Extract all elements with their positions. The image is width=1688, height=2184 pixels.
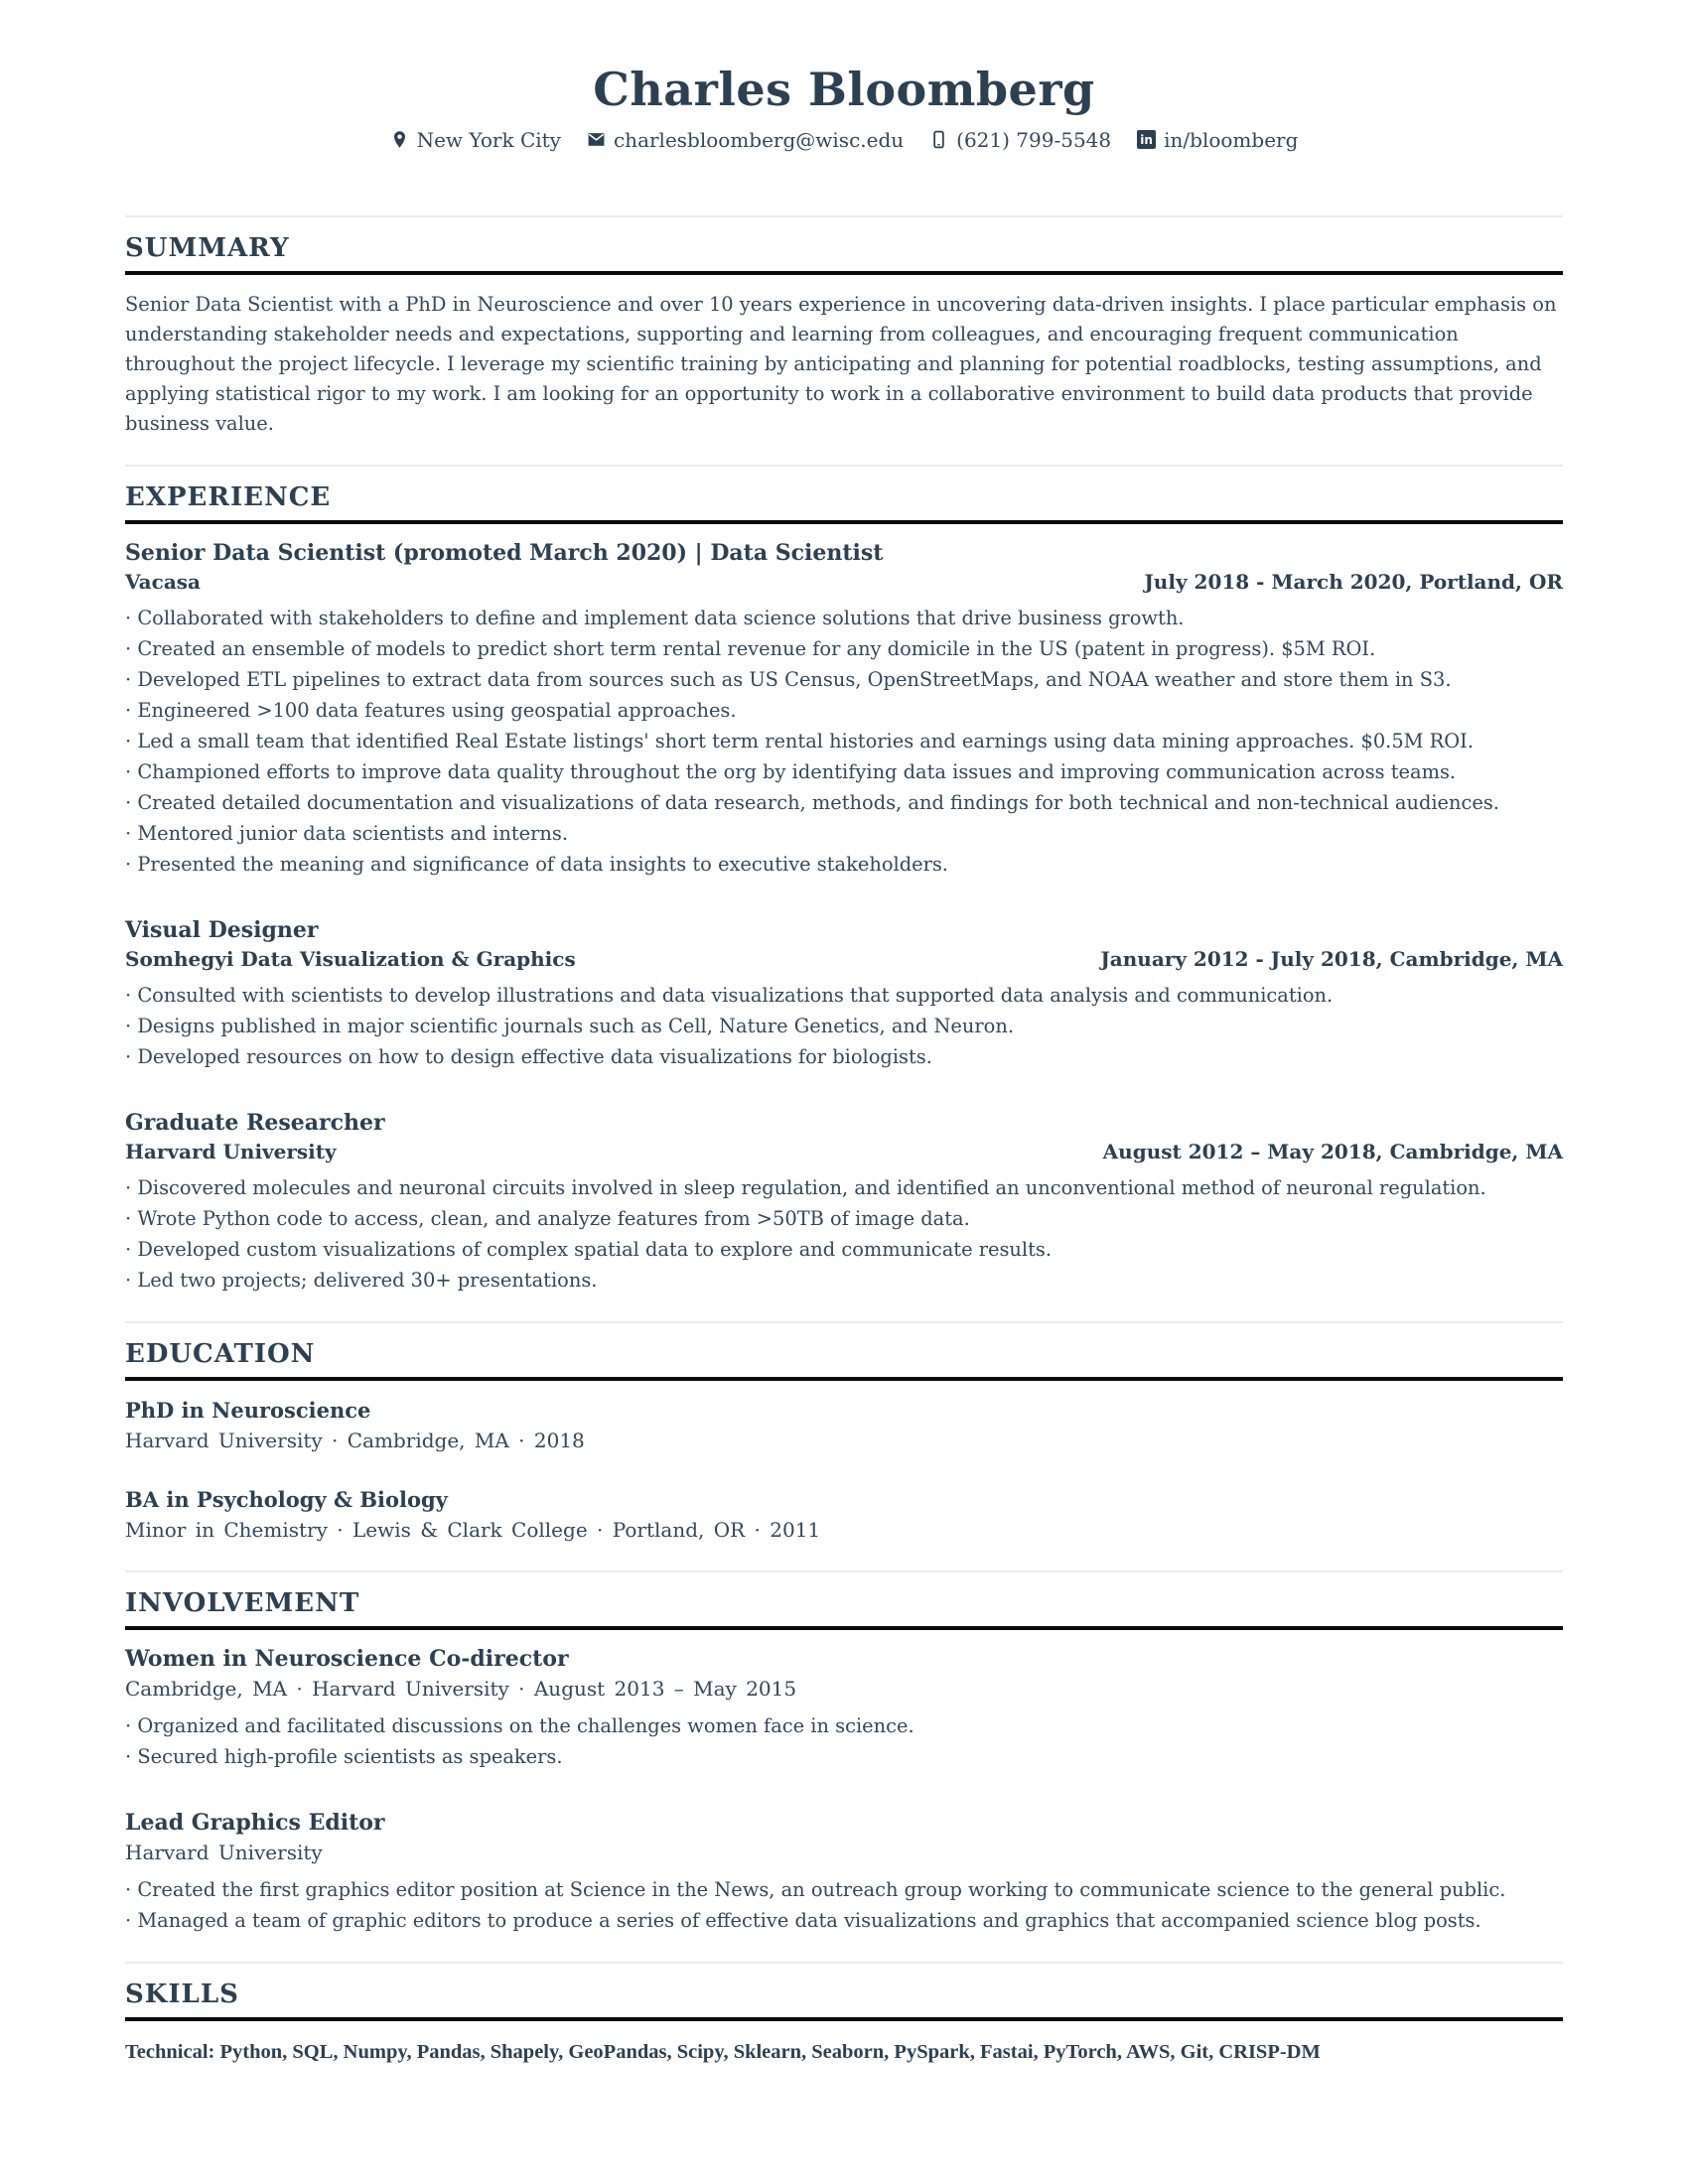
involvement-entry-1	[125, 1644, 1563, 1772]
involvement-role: Women in Neuroscience Co-director	[125, 1645, 569, 1672]
bullet-item: · Led two projects; delivered 30+ presentations.	[125, 1266, 1563, 1296]
involvement-bullets	[125, 1711, 1563, 1772]
involvement-role: Lead Graphics Editor	[125, 1809, 385, 1836]
bullet-item: · Consulted with scientists to develop illustrations and data visualizations that supported data analysis and communication.	[125, 981, 1563, 1011]
contact-email	[587, 128, 904, 152]
contact-phone	[929, 128, 1111, 152]
skills-heading: SKILLS	[125, 1979, 1563, 2021]
section-involvement	[125, 1588, 1563, 1936]
job-company: Vacasa	[125, 569, 201, 594]
degree-title: BA in Psychology & Biology	[125, 1486, 448, 1512]
location-pin-icon	[390, 130, 409, 149]
job-title: Senior Data Scientist (promoted March 2020) | Data Scientist	[125, 539, 884, 566]
job-title: Graduate Researcher	[125, 1109, 385, 1136]
contact-email-text: charlesbloomberg@wisc.edu	[613, 127, 905, 152]
section-education	[125, 1339, 1563, 1545]
education-entry-1	[125, 1396, 1563, 1455]
section-experience	[125, 482, 1563, 1296]
divider-above-involvement	[125, 1570, 1563, 1572]
bullet-item: · Created an ensemble of models to predict short term rental revenue for any domicile in the US (patent in progress). $5M ROI.	[125, 634, 1563, 664]
contact-location	[390, 128, 561, 152]
education-heading: EDUCATION	[125, 1339, 1563, 1381]
envelope-icon	[587, 130, 606, 149]
summary-heading: SUMMARY	[125, 233, 1563, 275]
bullet-item: · Created detailed documentation and visualizations of data research, methods, and findings for both technical and non-technical audiences.	[125, 788, 1563, 818]
job-meta	[125, 568, 1563, 596]
contact-linkedin-text: in/bloomberg	[1164, 127, 1299, 152]
bullet-item: · Presented the meaning and significance of data insights to executive stakeholders.	[125, 850, 1563, 880]
bullet-item: · Developed resources on how to design effective data visualizations for biologists.	[125, 1042, 1563, 1072]
experience-heading: EXPERIENCE	[125, 482, 1563, 524]
job-meta	[125, 1138, 1563, 1165]
degree-details: Harvard University · Cambridge, MA · 2018	[125, 1428, 585, 1452]
involvement-heading: INVOLVEMENT	[125, 1588, 1563, 1630]
section-skills	[125, 1979, 1563, 2067]
skills-items: Python, SQL, Numpy, Pandas, Shapely, GeoPandas, Scipy, Sklearn, Seaborn, PySpark, Fastai, PyTorch, AWS, Git, CRISP-DM	[219, 2040, 1321, 2063]
degree-title: PhD in Neuroscience	[125, 1397, 371, 1423]
job-dates: August 2012 – May 2018, Cambridge, MA	[1102, 1139, 1563, 1163]
involvement-details: Cambridge, MA · Harvard University · August 2013 – May 2015	[125, 1676, 797, 1701]
job-meta	[125, 945, 1563, 973]
skills-line	[125, 2037, 1563, 2067]
section-summary	[125, 233, 1563, 439]
job-dates: January 2012 - July 2018, Cambridge, MA	[1100, 946, 1563, 971]
divider-above-summary	[125, 215, 1563, 217]
bullet-item: · Championed efforts to improve data quality throughout the org by identifying data issues and improving communication across teams.	[125, 757, 1563, 787]
summary-text: Senior Data Scientist with a PhD in Neuroscience and over 10 years experience in uncovering data-driven insights. I place particular emphasis on understanding stakeholder needs and expectations, supporting and learning from colleagues, and encouraging frequent communication throughout the project lifecycle. I leverage my scientific training by anticipating and planning for potential roadblocks, testing assumptions, and applying statistical rigor to my work. I am looking for an opportunity to work in a collaborative environment to build data products that provide business value.	[125, 292, 1557, 435]
bullet-item: · Engineered >100 data features using geospatial approaches.	[125, 696, 1563, 726]
bullet-item: · Wrote Python code to access, clean, and analyze features from >50TB of image data.	[125, 1204, 1563, 1234]
divider-above-experience	[125, 465, 1563, 467]
job-dates: July 2018 - March 2020, Portland, OR	[1144, 569, 1563, 594]
bullet-item: · Managed a team of graphic editors to produce a series of effective data visualizations and graphics that accompanied science blog posts.	[125, 1906, 1563, 1936]
job-company: Harvard University	[125, 1139, 337, 1163]
job-company: Somhegyi Data Visualization & Graphics	[125, 946, 576, 971]
phone-icon	[929, 130, 948, 149]
bullet-item: · Led a small team that identified Real Estate listings' short term rental histories and earnings using data mining approaches. $0.5M ROI.	[125, 727, 1563, 756]
job-bullets	[125, 604, 1563, 880]
contact-location-text: New York City	[416, 127, 561, 152]
experience-job-1	[125, 538, 1563, 880]
education-entry-2	[125, 1485, 1563, 1545]
job-bullets	[125, 1173, 1563, 1296]
involvement-bullets	[125, 1875, 1563, 1936]
bullet-item: · Secured high-profile scientists as speakers.	[125, 1742, 1563, 1772]
experience-job-2	[125, 915, 1563, 1072]
job-title: Visual Designer	[125, 916, 319, 943]
skills-label: Technical:	[125, 2040, 215, 2063]
bullet-item: · Organized and facilitated discussions on the challenges women face in science.	[125, 1711, 1563, 1741]
divider-above-skills	[125, 1962, 1563, 1964]
bullet-item: · Developed ETL pipelines to extract data from sources such as US Census, OpenStreetMaps, and NOAA weather and store them in S3.	[125, 665, 1563, 695]
contact-linkedin	[1137, 128, 1298, 152]
bullet-item: · Developed custom visualizations of complex spatial data to explore and communicate results.	[125, 1235, 1563, 1265]
bullet-item: · Created the first graphics editor position at Science in the News, an outreach group working to communicate science to the general public.	[125, 1875, 1563, 1905]
linkedin-icon: in	[1137, 130, 1156, 149]
contact-phone-text: (621) 799-5548	[956, 127, 1112, 152]
job-bullets	[125, 981, 1563, 1072]
involvement-details: Harvard University	[125, 1840, 323, 1864]
bullet-item: · Collaborated with stakeholders to define and implement data science solutions that drive business growth.	[125, 604, 1563, 633]
degree-details: Minor in Chemistry · Lewis & Clark College · Portland, OR · 2011	[125, 1517, 821, 1542]
person-name: Charles Bloomberg	[593, 63, 1095, 116]
contact-row	[125, 128, 1563, 152]
resume-header	[125, 64, 1563, 152]
bullet-item: · Designs published in major scientific journals such as Cell, Nature Genetics, and Neuron.	[125, 1012, 1563, 1041]
involvement-entry-2	[125, 1808, 1563, 1936]
bullet-item: · Discovered molecules and neuronal circuits involved in sleep regulation, and identified an unconventional method of neuronal regulation.	[125, 1173, 1563, 1203]
experience-job-3	[125, 1108, 1563, 1296]
bullet-item: · Mentored junior data scientists and interns.	[125, 819, 1563, 849]
divider-above-education	[125, 1321, 1563, 1323]
